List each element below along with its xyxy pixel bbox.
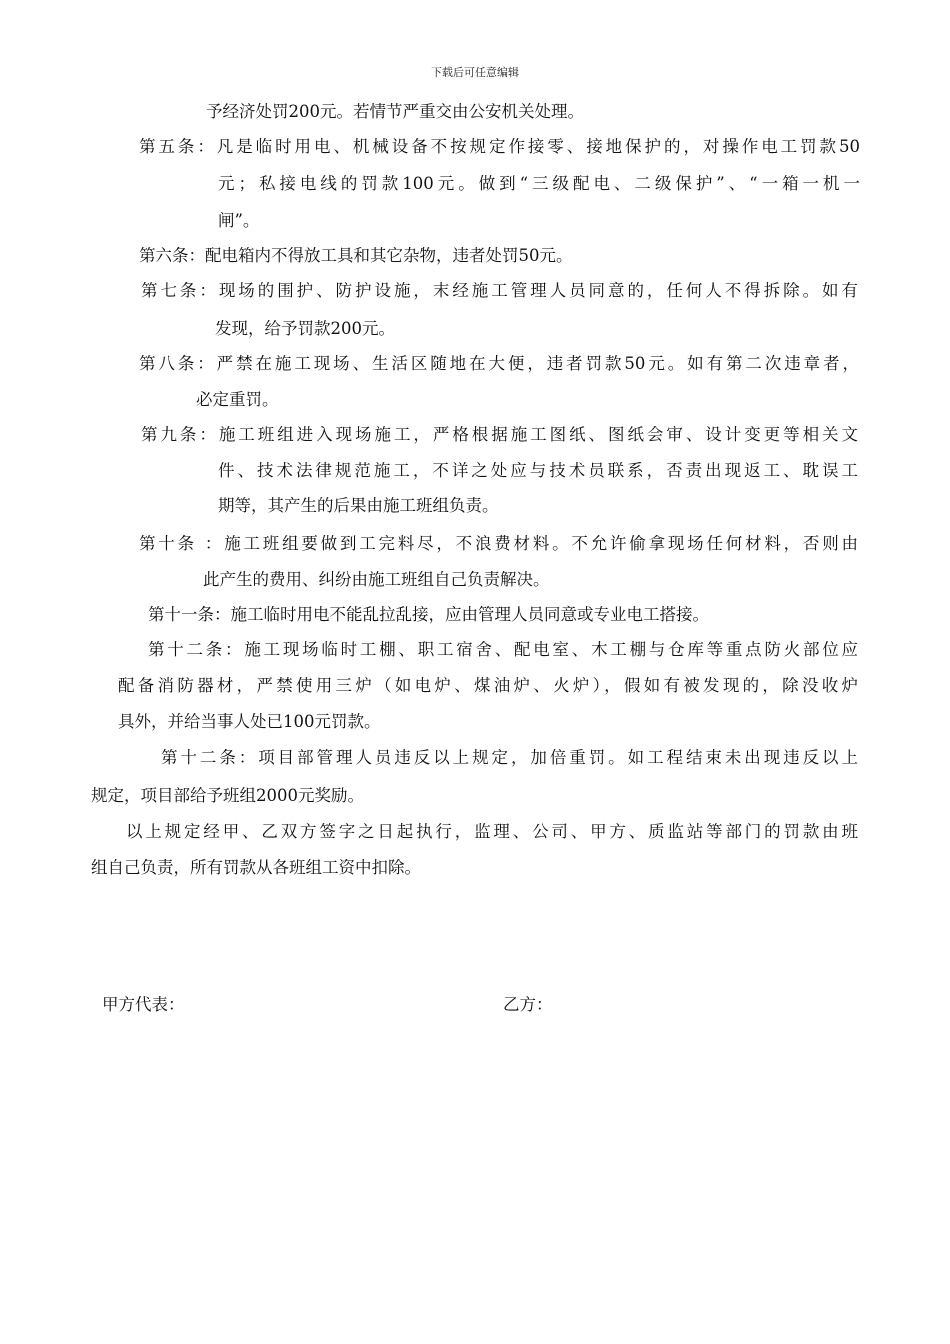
article-12-line-1: 第十二条：施工现场临时工棚、职工宿舍、配电室、木工棚与仓库等重点防火部位应 [148,640,858,659]
text-line: 予经济处罚200元。若情节严重交由公安机关处理。 [206,102,584,121]
article-12b-line-1: 第十二条：项目部管理人员违反以上规定，加倍重罚。如工程结束未出现违反以上 [161,748,858,767]
article-12-line-3: 具外，并给当事人处已100元罚款。 [118,712,381,731]
article-6-line-1: 第六条：配电箱内不得放工具和其它杂物，违者处罚50元。 [139,246,573,265]
article-5-line-3: 闸”。 [218,211,260,230]
header-note: 下载后可任意编辑 [431,66,519,79]
article-5-line-1: 第五条：凡是临时用电、机械设备不按规定作接零、接地保护的，对操作电工罚款50 [139,137,860,156]
article-10-line-2: 此产生的费用、纠纷由施工班组自己负责解决。 [203,570,550,589]
party-b-signature-label: 乙方： [503,995,553,1014]
article-7-line-2: 发现，给予罚款200元。 [215,319,395,338]
party-a-signature-label: 甲方代表： [102,995,185,1014]
closing-line-1: 以上规定经甲、乙双方签字之日起执行，监理、公司、甲方、质监站等部门的罚款由班 [126,822,858,841]
article-9-line-2: 件、技术法律规范施工，不详之处应与技术员联系，否责出现返工、耽误工 [218,461,858,480]
article-12-line-2: 配备消防器材，严禁使用三炉（如电炉、煤油炉、火炉），假如有被发现的，除没收炉 [118,676,858,695]
article-5-line-2: 元；私接电线的罚款100元。做到“三级配电、二级保护”、“一箱一机一 [218,174,860,193]
article-9-line-1: 第九条：施工班组进入现场施工，严格根据施工图纸、图纸会审、设计变更等相关文 [141,425,858,444]
article-9-line-3: 期等，其产生的后果由施工班组负责。 [218,496,499,515]
article-8-line-1: 第八条：严禁在施工现场、生活区随地在大便，违者罚款50元。如有第二次违章者， [139,354,859,373]
closing-line-2: 组自己负责，所有罚款从各班组工资中扣除。 [91,858,421,877]
article-8-line-2: 必定重罚。 [196,390,279,409]
article-11-line-1: 第十一条：施工临时用电不能乱拉乱接，应由管理人员同意或专业电工搭接。 [148,605,709,624]
article-12b-line-2: 规定，项目部给予班组2000元奖励。 [91,786,364,805]
article-10-line-1: 第十条 ：施工班组要做到工完料尽，不浪费材料。不允许偷拿现场任何材料，否则由 [139,534,858,553]
article-7-line-1: 第七条：现场的围护、防护设施，末经施工管理人员同意的，任何人不得拆除。如有 [141,281,858,300]
